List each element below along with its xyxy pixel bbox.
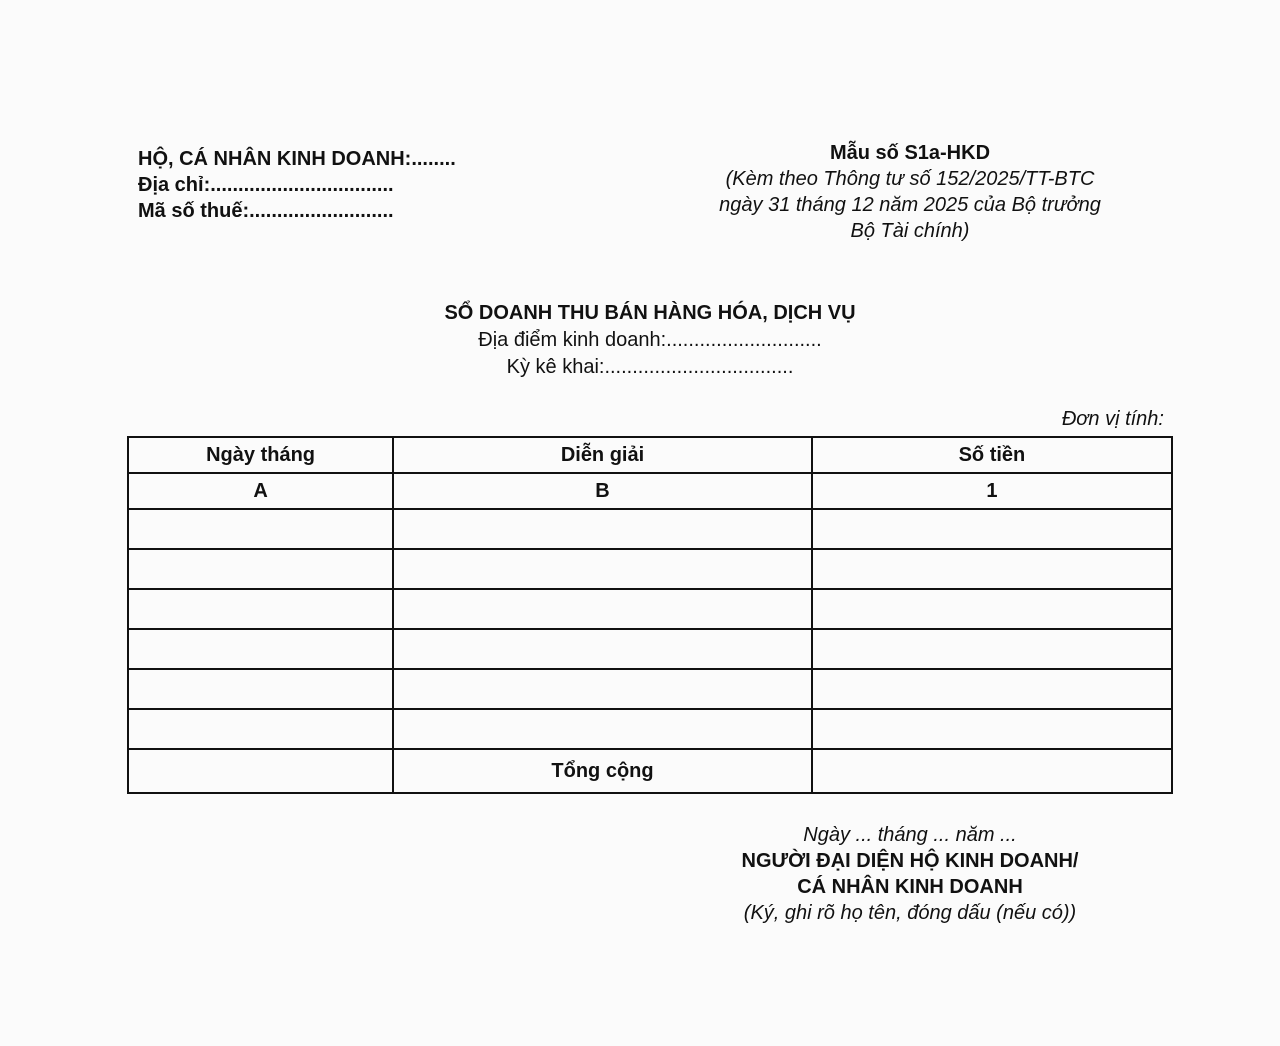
signer-role-line-1: NGƯỜI ĐẠI DIỆN HỘ KINH DOANH/ bbox=[741, 850, 1079, 872]
table-row bbox=[128, 629, 1172, 669]
total-row bbox=[128, 749, 1172, 793]
description-cell[interactable] bbox=[393, 629, 812, 669]
signature-note: (Ký, ghi rõ họ tên, đóng dấu (nếu có)) bbox=[743, 902, 1077, 924]
signature-block bbox=[690, 822, 1130, 926]
form-reference bbox=[690, 140, 1130, 244]
header-amount: Số tiền bbox=[812, 437, 1172, 473]
business-info bbox=[138, 146, 456, 224]
ledger-title: SỔ DOANH THU BÁN HÀNG HÓA, DỊCH VỤ bbox=[444, 302, 856, 324]
issued-by-line-2: ngày 31 tháng 12 năm 2025 của Bộ trưởng bbox=[719, 194, 1101, 216]
date-cell[interactable] bbox=[128, 709, 393, 749]
header-description: Diễn giải bbox=[393, 437, 812, 473]
table-row bbox=[128, 549, 1172, 589]
description-cell[interactable] bbox=[393, 589, 812, 629]
column-code-row bbox=[128, 473, 1172, 509]
issued-by-line-3: Bộ Tài chính) bbox=[850, 220, 970, 242]
ledger-title-block bbox=[380, 300, 920, 381]
description-cell[interactable] bbox=[393, 549, 812, 589]
address-line: Địa chỉ:................................. bbox=[138, 174, 394, 196]
issued-by-line-1: (Kèm theo Thông tư số 152/2025/TT-BTC bbox=[725, 168, 1095, 190]
table-row bbox=[128, 589, 1172, 629]
header-date: Ngày tháng bbox=[128, 437, 393, 473]
amount-cell[interactable] bbox=[812, 709, 1172, 749]
declaration-period-line: Kỳ kê khai:.................................. bbox=[506, 356, 794, 378]
tax-code-line: Mã số thuế:.......................... bbox=[138, 200, 394, 222]
table-row bbox=[128, 669, 1172, 709]
business-location-line: Địa điểm kinh doanh:............................ bbox=[478, 329, 822, 351]
date-cell[interactable] bbox=[128, 629, 393, 669]
signature-date-line: Ngày ... tháng ... năm ... bbox=[803, 824, 1017, 846]
table-row bbox=[128, 509, 1172, 549]
table-header-row bbox=[128, 437, 1172, 473]
date-cell[interactable] bbox=[128, 669, 393, 709]
signer-role-line-2: CÁ NHÂN KINH DOANH bbox=[797, 876, 1023, 898]
amount-cell[interactable] bbox=[812, 629, 1172, 669]
amount-cell[interactable] bbox=[812, 669, 1172, 709]
description-cell[interactable] bbox=[393, 709, 812, 749]
date-cell[interactable] bbox=[128, 509, 393, 549]
revenue-ledger-table bbox=[127, 436, 1173, 794]
code-1: 1 bbox=[812, 473, 1172, 509]
date-cell[interactable] bbox=[128, 549, 393, 589]
amount-cell[interactable] bbox=[812, 589, 1172, 629]
code-b: B bbox=[393, 473, 812, 509]
business-name-line: HỘ, CÁ NHÂN KINH DOANH:........ bbox=[138, 148, 456, 170]
amount-cell[interactable] bbox=[812, 549, 1172, 589]
form-number: Mẫu số S1a-HKD bbox=[829, 142, 991, 164]
table-row bbox=[128, 709, 1172, 749]
total-amount-cell[interactable] bbox=[812, 749, 1172, 793]
amount-cell[interactable] bbox=[812, 509, 1172, 549]
code-a: A bbox=[128, 473, 393, 509]
total-date-cell bbox=[128, 749, 393, 793]
unit-label: Đơn vị tính: bbox=[1061, 408, 1164, 430]
date-cell[interactable] bbox=[128, 589, 393, 629]
description-cell[interactable] bbox=[393, 509, 812, 549]
total-label: Tổng cộng bbox=[393, 749, 812, 793]
description-cell[interactable] bbox=[393, 669, 812, 709]
